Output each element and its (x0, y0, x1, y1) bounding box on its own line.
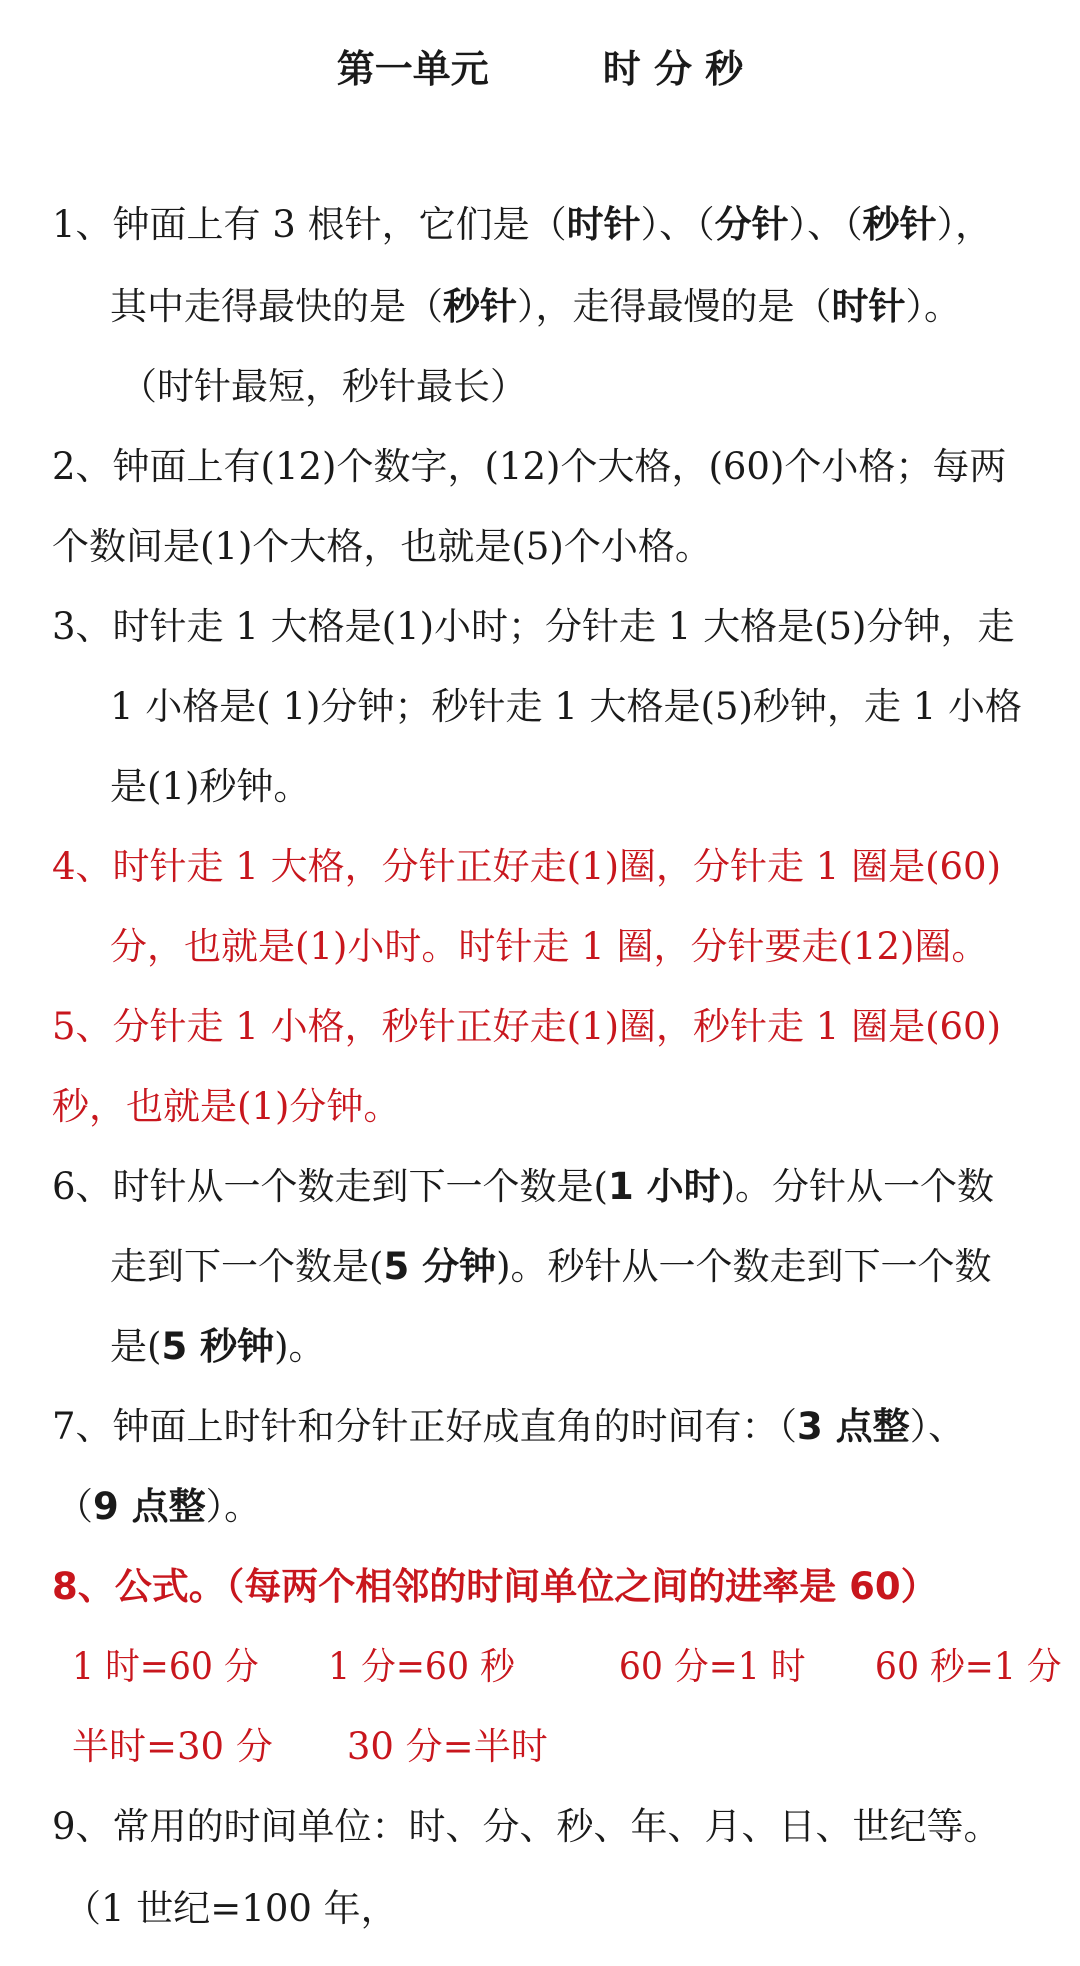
text-line (72, 1645, 1062, 1688)
line-text: ）， (936, 203, 993, 246)
text-line (52, 605, 1015, 648)
text-line (52, 203, 993, 246)
line-text: 7、钟面上时针和分针正好成直角的时间有：（ (52, 1405, 798, 1448)
text-line (64, 1887, 398, 1930)
line-text: ）。 (905, 285, 961, 328)
line-text: )。 (274, 1325, 326, 1368)
text-line (52, 1565, 938, 1608)
answer-text: 5 分钟 (383, 1245, 497, 1288)
line-text: 6、时针从一个数走到下一个数是( (52, 1165, 608, 1208)
answer-text: 5 秒钟 (161, 1325, 275, 1368)
line-text: ），走得最慢的是（ (517, 285, 832, 328)
line-text: 是(1)秒钟。 (110, 765, 311, 808)
text-line (52, 525, 712, 568)
line-text: 9、常用的时间单位：时、分、秒、年、月、日、世纪等。 (52, 1805, 1001, 1848)
text-line (110, 765, 311, 808)
answer-text: 1 小时 (607, 1165, 721, 1208)
text-line (52, 1005, 1002, 1048)
text-line (52, 1405, 966, 1448)
line-text: （ (56, 1485, 93, 1528)
line-text: 1 时=60 分 1 分=60 秒 60 分=1 时 60 秒=1 分 (72, 1645, 1062, 1688)
text-line (56, 1485, 262, 1528)
line-text: （1 世纪=100 年， (64, 1887, 398, 1930)
line-text: 其中走得最快的是（ (110, 285, 443, 328)
line-text: 1 小格是( 1)分钟；秒针走 1 大格是(5)秒钟，走 1 小格 (110, 685, 1023, 728)
answer-text: 分针 (714, 203, 789, 246)
text-line (110, 685, 1023, 728)
line-text: ）、（ (788, 203, 863, 246)
text-line (110, 1325, 326, 1368)
line-text: 走到下一个数是( (110, 1245, 384, 1288)
line-text: 个数间是(1)个大格，也就是(5)个小格。 (52, 525, 712, 568)
line-text: ）。 (205, 1485, 262, 1528)
text-line (52, 445, 1007, 488)
text-line (52, 845, 1002, 888)
answer-text: 秒针 (443, 285, 517, 328)
line-text: 秒，也就是(1)分钟。 (52, 1085, 401, 1128)
text-line (52, 1165, 995, 1208)
text-line (110, 285, 961, 328)
line-text: 4、时针走 1 大格，分针正好走(1)圈，分针走 1 圈是(60) (52, 845, 1002, 888)
page-title: 第一单元 时 分 秒 (336, 47, 744, 91)
answer-text: 9 点整 (93, 1485, 206, 1528)
line-text: 是( (110, 1325, 162, 1368)
line-text: 2、钟面上有(12)个数字，(12)个大格，(60)个小格；每两 (52, 445, 1007, 488)
line-text: 3、时针走 1 大格是(1)小时；分针走 1 大格是(5)分钟，走 (52, 605, 1015, 648)
line-text: 分，也就是(1)小时。时针走 1 圈，分针要走(12)圈。 (110, 925, 989, 968)
line-text: )。分针从一个数 (720, 1165, 995, 1208)
text-line (52, 1805, 1001, 1848)
line-text: 5、分针走 1 小格，秒针正好走(1)圈，秒针走 1 圈是(60) (52, 1005, 1002, 1048)
text-line (72, 1725, 548, 1768)
text-line (120, 365, 527, 408)
line-text: 半时=30 分 30 分=半时 (72, 1725, 548, 1768)
text-line (110, 925, 989, 968)
line-text: ）、 (909, 1405, 966, 1448)
answer-text: 3 点整 (797, 1405, 910, 1448)
line-text: ）、（ (640, 203, 715, 246)
answer-text: 秒针 (862, 203, 937, 246)
line-text: )。秒针从一个数走到下一个数 (496, 1245, 992, 1288)
text-line (110, 1245, 992, 1288)
line-text: 1、钟面上有 3 根针，它们是（ (52, 203, 567, 246)
answer-text: 时针 (566, 203, 641, 246)
text-line (52, 1085, 401, 1128)
answer-text: 时针 (831, 285, 906, 328)
line-text: 8、公式。（每两个相邻的时间单位之间的进率是 60） (52, 1565, 938, 1608)
line-text: （时针最短，秒针最长） (120, 365, 527, 408)
